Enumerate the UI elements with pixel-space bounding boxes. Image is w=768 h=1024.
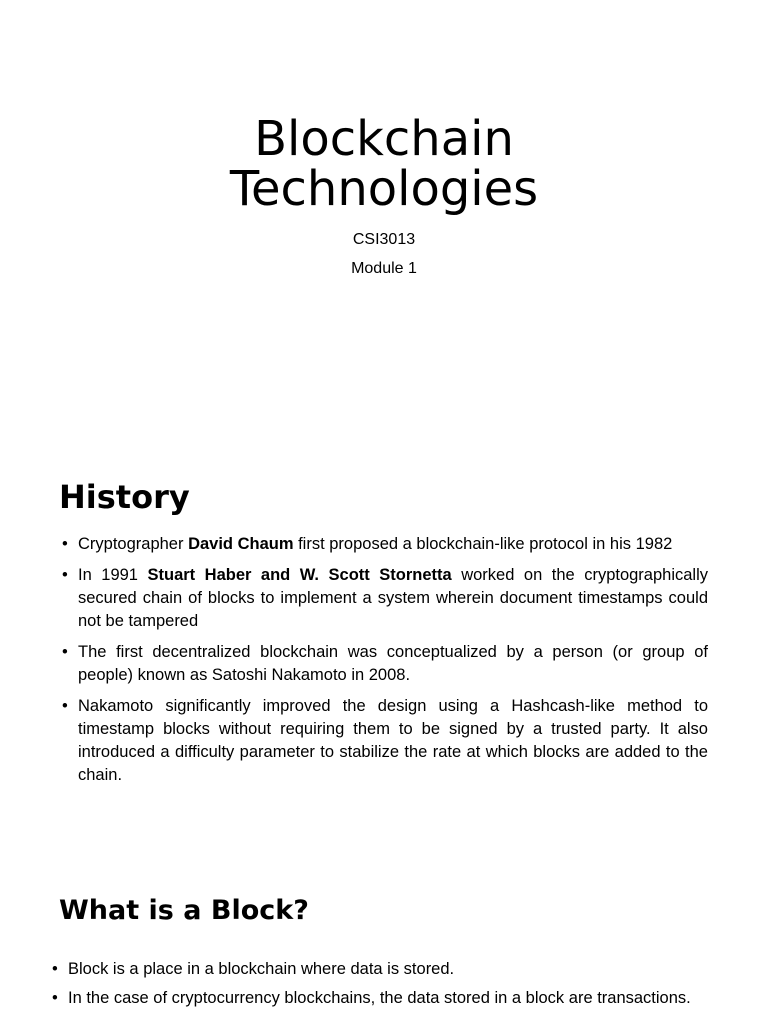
history-heading: History <box>59 478 190 516</box>
bullet-text: first proposed a blockchain-like protocol in his 1982 <box>293 535 673 553</box>
history-bullet-hashcash <box>62 695 708 787</box>
history-bullet-haber-stornetta <box>62 564 708 633</box>
title-line-2: Technologies <box>229 161 539 217</box>
bullet-text: Nakamoto significantly improved the design using a Hashcash-like method to timestamp blocks without requiring them to be signed by a trusted party. It also introduced a difficulty parameter to stabilize the rate at which blocks are added to the chain. <box>78 697 708 784</box>
block-slide <box>0 840 768 1024</box>
bullet-text: Block is a place in a blockchain where data is stored. <box>68 960 455 978</box>
title-slide <box>0 0 768 420</box>
block-bullet-list <box>52 958 692 1016</box>
bullet-text: worked on the cryptographically secured chain of blocks to implement a system wherein document timestamps could not be tampered <box>78 566 709 630</box>
bullet-text: In the case of cryptocurrency blockchains, the data stored in a block are transactions. <box>68 989 691 1007</box>
bullet-bold-name: Stuart Haber and W. Scott Stornetta <box>147 566 452 584</box>
title-line-1: Blockchain <box>254 111 514 167</box>
history-bullet-chaum <box>62 533 708 556</box>
bullet-text: Cryptographer <box>78 535 189 553</box>
history-slide <box>0 420 768 840</box>
block-bullet-transactions <box>52 987 692 1010</box>
bullet-text: The first decentralized blockchain was conceptualized by a person (or group of people) known as Satoshi Nakamoto in 2008. <box>78 643 708 684</box>
module-label: Module 1 <box>351 260 417 277</box>
bullet-bold-name: David Chaum <box>188 535 294 553</box>
course-code: CSI3013 <box>352 231 416 248</box>
bullet-text: In 1991 <box>78 566 148 584</box>
block-bullet-definition <box>52 958 692 981</box>
presentation-title <box>0 111 768 217</box>
history-bullet-list <box>62 533 708 795</box>
history-bullet-nakamoto-2008 <box>62 641 708 687</box>
block-heading: What is a Block? <box>59 895 309 926</box>
